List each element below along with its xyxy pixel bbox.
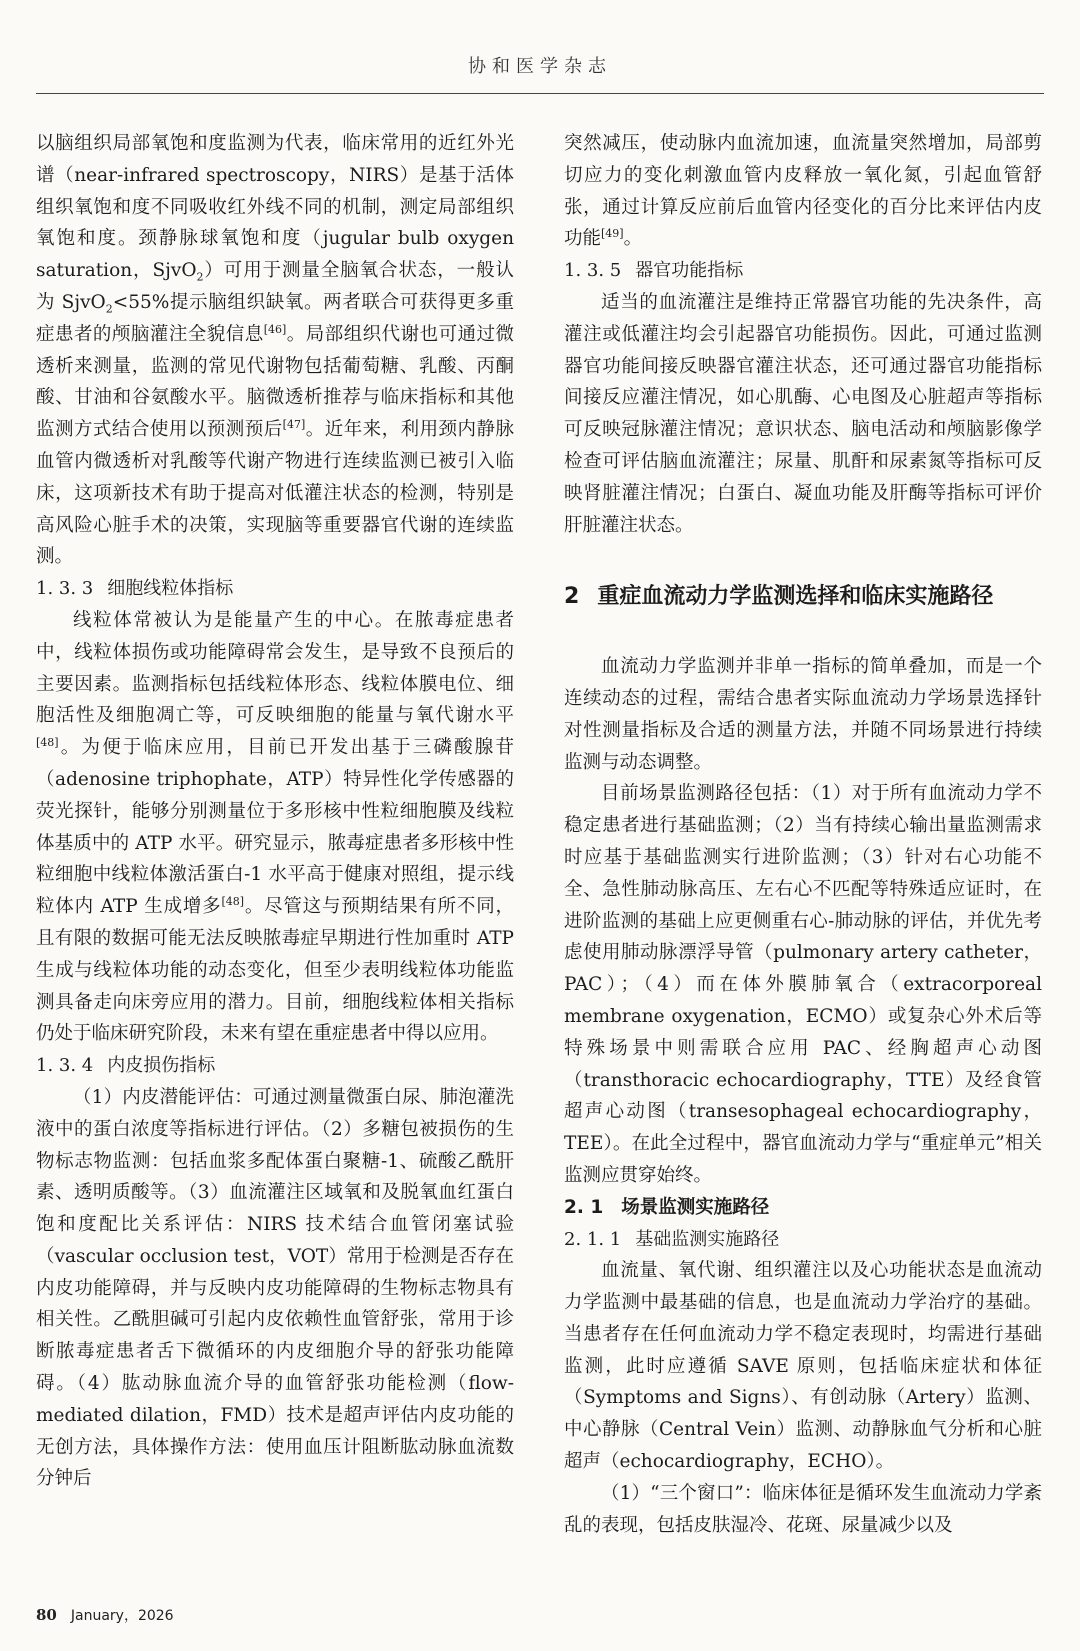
issue-date: January，2026 xyxy=(70,1608,174,1624)
heading-2-1: 2. 1 场景监测实施路径 xyxy=(564,1196,770,1218)
citation-49: [49] xyxy=(601,227,624,241)
paragraph-endothelial: （1）内皮潜能评估：可通过测量微蛋白尿、肺泡灌洗液中的蛋白浓度等指标进行评估。（2）多糖包被损伤的生物标志物监测：包括血浆多配体蛋白聚糖-1、硫酸乙酰肝素、透明质酸等。（3）血流灌注区域氧和及脱氧血红蛋白饱和度配比关系评估：NIRS 技术结合血管闭塞试验（vascular occlusion test，VOT）常用于检测是否存在内皮功能障碍，并与反映内皮功能障碍的生物标志物具有相关性。乙酰胆碱可引起内皮依赖性血管舒张，常用于诊断脓毒症患者舌下微循环的内皮细胞介导的舒张功能障碍。（4）肱动脉血流介导的血管舒张功能检测（flow-mediated dilation，FMD）技术是超声评估内皮功能的无创方法，具体操作方法：使用血压计阻断肱动脉血流数分钟后 xyxy=(36,1086,514,1490)
journal-header: 协和医学杂志 xyxy=(468,56,612,77)
header-divider xyxy=(36,93,1044,94)
citation-47: [47] xyxy=(282,418,306,432)
citation-46: [46] xyxy=(263,322,287,336)
citation-48: [48] xyxy=(36,735,59,749)
paragraph-organ-function: 适当的血流灌注是维持正常器官功能的先决条件，高灌注或低灌注均会引起器官功能损伤。因此，可通过监测器官功能间接反映器官灌注状态，还可通过器官功能指标间接反应灌注情况，如心肌酶、心电图及心脏超声等指标可反映冠脉灌注情况；意识状态、脑电活动和颅脑影像学检查可评估脑血流灌注；尿量、肌酐和尿素氮等指标可反映肾脏灌注情况；白蛋白、凝血功能及肝酶等指标可评价肝脏灌注状态。 xyxy=(564,291,1042,536)
paragraph-fmd-continued: 突然减压，使动脉内血流加速，血流量突然增加，局部剪切应力的变化刺激血管内皮释放一氧化氮，引起血管舒张，通过计算反应前后血管内径变化的百分比来评估内皮功能[49]。 xyxy=(564,133,1042,250)
heading-section-2: 2 重症血流动力学监测选择和临床实施路径 xyxy=(564,584,994,610)
heading-2-1-1: 2. 1. 1 基础监测实施路径 xyxy=(564,1228,780,1250)
right-column xyxy=(564,128,1042,1541)
paragraph-mitochondria: 线粒体常被认为是能量产生的中心。在脓毒症患者中，线粒体损伤或功能障碍常会发生，是导致不良预后的主要因素。监测指标包括线粒体形态、线粒体膜电位、细胞活性及细胞凋亡等，可反映细胞的能量与氧代谢水平[48]。为便于临床应用，目前已开发出基于三磷酸腺苷（adenosine triphophate，ATP）特异性化学传感器的荧光探针，能够分别测量位于多形核中性粒细胞膜及线粒体基质中的 ATP 水平。研究显示，脓毒症患者多形核中性粒细胞中线粒体激活蛋白-1 水平高于健康对照组，提示线粒体内 ATP 生成增多[48]。尽管这与预期结果有所不同，且有限的数据可能无法反映脓毒症早期进行性加重时 ATP 生成与线粒体功能的动态变化，但至少表明线粒体功能监测具备走向床旁应用的潜力。目前，细胞线粒体相关指标仍处于临床研究阶段，未来有望在重症患者中得以应用。 xyxy=(36,609,514,1045)
page-number: 80 xyxy=(36,1606,57,1624)
heading-1-3-4: 1. 3. 4 内皮损伤指标 xyxy=(36,1055,216,1077)
heading-1-3-3: 1. 3. 3 细胞线粒体指标 xyxy=(36,578,234,600)
paragraph-basic-monitoring: 血流量、氧代谢、组织灌注以及心功能状态是血流动力学监测中最基础的信息，也是血流动力学治疗的基础。当患者存在任何血流动力学不稳定表现时，均需进行基础监测，此时应遵循 SAVE 原则，包括临床症状和体征（Symptoms and Signs）、有创动脉（Artery）监测、中心静脉（Central Vein）监测、动静脉血气分析和心脏超声（echocardiography，ECHO）。 xyxy=(564,1260,1042,1473)
paragraph-three-windows: （1）“三个窗口”：临床体征是循环发生血流动力学紊乱的表现，包括皮肤湿冷、花斑、尿量减少以及 xyxy=(564,1482,1042,1536)
paragraph-nirs: 以脑组织局部氧饱和度监测为代表，临床常用的近红外光谱（near-infrared spectroscopy，NIRS）是基于活体组织氧饱和度不同吸收红外线不同的机制，测定局部组织氧饱和度。颈静脉球氧饱和度（jugular bulb oxygen saturation，SjvO$_2$）可用于测量全脑氧合状态，一般认为 SjvO$_2$<55%提示脑组织缺氧。两者联合可获得更多重症患者的颅脑灌注全貌信息[46]。局部组织代谢也可通过微透析来测量，监测的常见代谢物包括葡萄糖、乳酸、丙酮酸、甘油和谷氨酸水平。脑微透析推荐与临床指标和其他监测方式结合使用以预测预后[47]。近年来，利用颈内静脉血管内微透析对乳酸等代谢产物进行连续监测已被引入临床，这项新技术有助于提高对低灌注状态的检测，特别是高风险心脏手术的决策，实现脑等重要器官代谢的连续监测。 xyxy=(36,133,514,568)
left-column xyxy=(36,128,514,1495)
paragraph-monitoring-intro: 血流动力学监测并非单一指标的简单叠加，而是一个连续动态的过程，需结合患者实际血流动力学场景选择针对性测量指标及合适的测量方法，并随不同场景进行持续监测与动态调整。 xyxy=(564,656,1042,773)
page-footer xyxy=(36,1605,174,1625)
paragraph-monitoring-paths: 目前场景监测路径包括：（1）对于所有血流动力学不稳定患者进行基础监测；（2）当有持续心输出量监测需求时应基于基础监测实行进阶监测；（3）针对右心功能不全、急性肺动脉高压、左右心不匹配等特殊适应证时，在进阶监测的基础上应更侧重右心-肺动脉的评估，并优先考虑使用肺动脉漂浮导管（pulmonary artery catheter，PAC）；（4）而在体外膜肺氧合（extracorporeal membrane oxygenation，ECMO）或复杂心外术后等特殊场景中则需联合应用 PAC、经胸超声心动图（transthoracic echocardiography，TTE）及经食管超声心动图（transesophageal echocardiography，TEE）。在此全过程中，器官血流动力学与“重症单元”相关监测应贯穿始终。 xyxy=(564,783,1042,1186)
citation-48b: [48] xyxy=(221,894,245,908)
heading-1-3-5: 1. 3. 5 器官功能指标 xyxy=(564,260,744,282)
